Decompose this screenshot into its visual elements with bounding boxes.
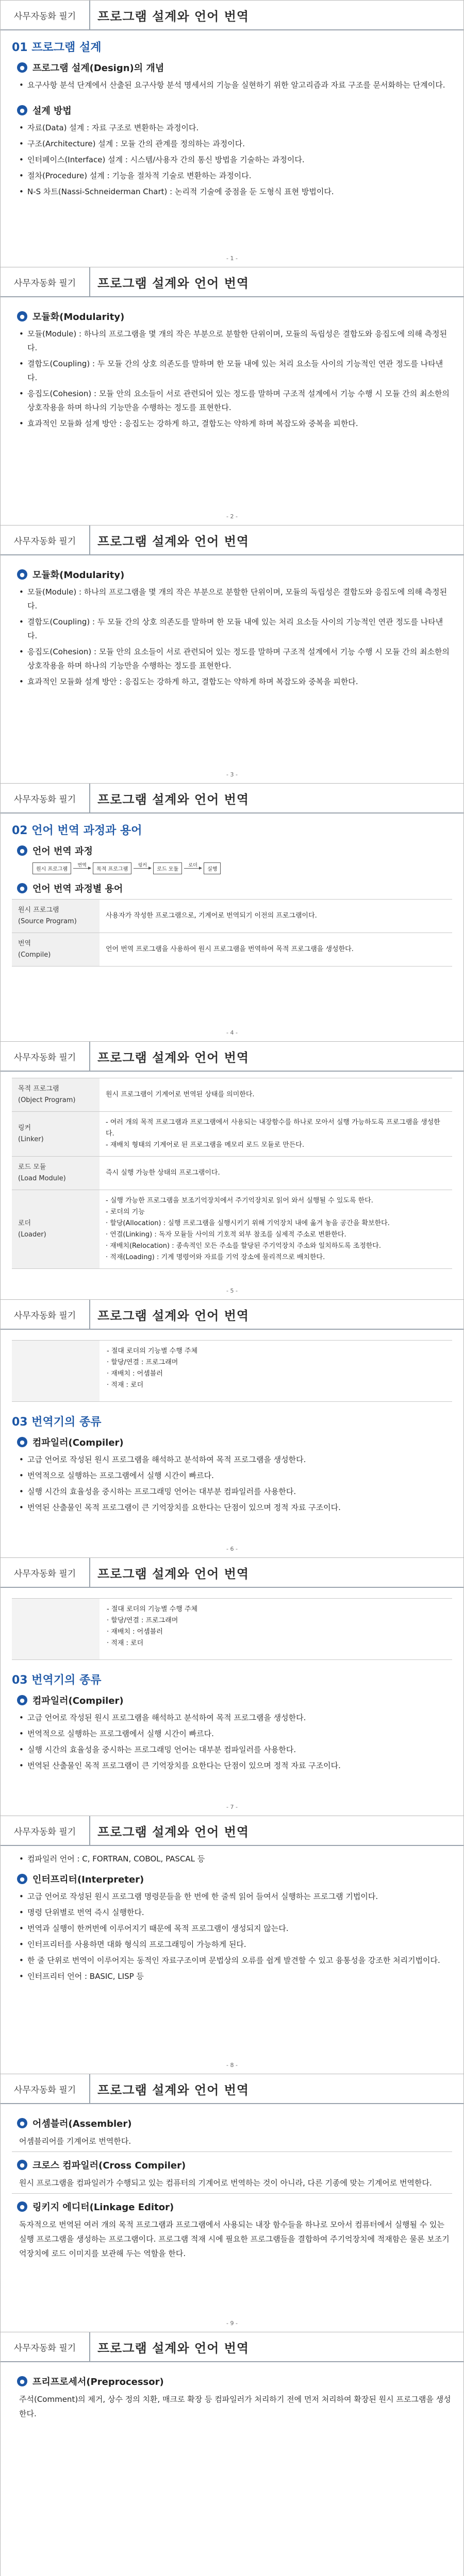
list-item: • 인터프리터를 사용하면 대화 형식의 프로그래밍이 가능하게 된다. [19, 1938, 452, 1952]
slide-5 [0, 1042, 464, 1300]
page-number: - 5 - [226, 1287, 238, 1294]
header-title: 프로그램 설계와 언어 번역 [97, 534, 250, 549]
definition-table [12, 1078, 452, 1269]
bullet-circle-icon: ● [17, 105, 27, 115]
slide-2 [0, 267, 464, 526]
slide-header [1, 1, 463, 30]
header-title: 프로그램 설계와 언어 번역 [97, 2341, 250, 2355]
list-item: • 모듈(Module) : 하나의 프로그램을 몇 개의 작은 부분으로 분할한 단위이며, 모듈의 독립성은 결합도와 응집도에 의해 측정된다. [19, 327, 452, 355]
slide-8 [0, 1816, 464, 2074]
list-item: • 인터페이스(Interface) 설계 : 시스템/사용자 간의 통신 방법을 기술하는 과정이다. [19, 153, 452, 167]
paragraph: 주석(Comment)의 제거, 상수 정의 치환, 매크로 확장 등 컴파일러가 처리하기 전에 먼저 처리하여 확장된 원시 프로그램을 생성한다. [19, 2395, 451, 2418]
section-heading: 01 프로그램 설계 [12, 41, 102, 54]
flow-box: 원시 프로그램 [32, 862, 71, 874]
list-item: • 응집도(Cohesion) : 모듈 안의 요소들이 서로 관련되어 있는 정도를 말하며 구조적 설계에서 기능 수행 시 모듈 간의 최소한의 상호작용을 하며 하나의 기능만을 수행하는 정도를 표현한다. [19, 645, 452, 673]
bullet-circle-icon: ● [17, 1874, 27, 1884]
table-row [12, 1157, 452, 1190]
bullet-circle-icon: ● [17, 845, 27, 856]
sub-heading: ● 모듈화(Modularity) [17, 310, 452, 323]
list-item: • 응집도(Cohesion) : 모듈 안의 요소들이 서로 관련되어 있는 정도를 말하며 구조적 설계에서 기능 수행 시 모듈 간의 최소한의 상호작용을 하며 하나의 기능만을 수행하는 정도를 표현한다. [19, 387, 452, 415]
slide-header [1, 784, 463, 814]
list-item: • 고급 언어로 작성된 원시 프로그램 명령문들을 한 번에 한 줄씩 읽어 들여서 실행하는 프로그램 기법이다. [19, 1890, 452, 1904]
bullet-circle-icon: ● [17, 2201, 27, 2212]
list-item: • 모듈(Module) : 하나의 프로그램을 몇 개의 작은 부분으로 분할한 단위이며, 모듈의 독립성은 결합도와 응집도에 의해 측정된다. [19, 585, 452, 613]
section-heading: 03 번역기의 종류 [12, 1674, 102, 1687]
term-cell: 번역 (Compile) [12, 933, 100, 967]
header-tag: 사무자동화 필기 [1, 1042, 90, 1071]
slide-header [1, 2074, 463, 2104]
definition-cell: 즉시 실행 가능한 상태의 프로그램이다. [100, 1157, 452, 1190]
header-title: 프로그램 설계와 언어 번역 [97, 9, 250, 24]
term-cell: 로더 (Loader) [12, 1190, 100, 1269]
bullet-circle-icon: ● [17, 569, 27, 580]
sub-heading: ● 언어 번역 과정별 용어 [17, 882, 452, 895]
list-item: • 번역된 산출물인 목적 프로그램이 큰 기억장치를 요한다는 단점이 있으며 정적 자료 구조이다. [19, 1501, 452, 1515]
slide-header [1, 2332, 463, 2362]
definition-cell: - 여러 개의 목적 프로그램과 프로그램에서 사용되는 내장함수를 하나로 모아서 실행 가능하도록 프로그램을 생성한다. - 재배치 형태의 기계어로 된 프로그램을 메모리 로드 모듈로 만든다. [100, 1112, 452, 1157]
page-number: - 1 - [226, 255, 238, 262]
sub-heading: ● 컴파일러(Compiler) [17, 1693, 452, 1707]
flow-arrow: 링커 [134, 868, 151, 869]
definition-cell: 언어 번역 프로그램을 사용하여 원시 프로그램을 번역하여 목적 프로그램을 생성한다. [100, 933, 452, 967]
header-title: 프로그램 설계와 언어 번역 [97, 792, 250, 807]
list-item: • 컴파일러 언어 : C, FORTRAN, COBOL, PASCAL 등 [19, 1852, 452, 1866]
term-cell: 목적 프로그램 (Object Program) [12, 1078, 100, 1112]
page-number: - 9 - [226, 2320, 238, 2327]
page-number: - 2 - [226, 513, 238, 520]
slide-header [1, 1816, 463, 1846]
section-heading: 02 언어 번역 과정과 용어 [12, 824, 142, 837]
flow-box: 목적 프로그램 [93, 862, 131, 874]
header-tag: 사무자동화 필기 [1, 784, 90, 812]
page-number: - 7 - [226, 1804, 238, 1810]
sub-heading: ● 컴파일러(Compiler) [17, 1435, 452, 1449]
header-tag: 사무자동화 필기 [1, 1558, 90, 1587]
table-row [12, 933, 452, 967]
list-item: • 효과적인 모듈화 설계 방안 : 응집도는 강하게 하고, 결합도는 약하게 하며 복잡도와 중복을 피한다. [19, 675, 452, 689]
list-item: • 인터프리터 언어 : BASIC, LISP 등 [19, 1970, 452, 1984]
list-item: • 번역과 실행이 한꺼번에 이루어지기 때문에 목적 프로그램이 생성되지 않는다. [19, 1922, 452, 1936]
slide-1 [0, 0, 464, 267]
list-item: • N-S 차트(Nassi-Schneiderman Chart) : 논리적 기술에 중점을 둔 도형식 표현 방법이다. [19, 185, 452, 199]
slide-header [1, 526, 463, 555]
flow-box: 실행 [204, 862, 221, 874]
definition-cell: 사용자가 작성한 프로그램으로, 기계어로 번역되기 이전의 프로그램이다. [100, 900, 452, 933]
paragraph: 원시 프로그램을 컴파일러가 수행되고 있는 컴퓨터의 기계어로 번역하는 것이 아니라, 다른 기종에 맞는 기계어로 번역한다. [19, 2178, 432, 2188]
bullet-circle-icon: ● [17, 2118, 27, 2128]
header-title: 프로그램 설계와 언어 번역 [97, 1566, 250, 1581]
sub-heading: ● 모듈화(Modularity) [17, 568, 452, 581]
bullet-circle-icon: ● [17, 2376, 27, 2386]
translation-flow-diagram [32, 862, 452, 874]
sub-heading: ● 프로그램 설계(Design)의 개념 [17, 61, 452, 74]
list-item: • 구조(Architecture) 설계 : 모듈 간의 관계를 정의하는 과정이다. [19, 137, 452, 151]
header-tag: 사무자동화 필기 [1, 2074, 90, 2103]
section-heading: 03 번역기의 종류 [12, 1416, 102, 1429]
slide-header [1, 267, 463, 297]
header-title: 프로그램 설계와 언어 번역 [97, 1824, 250, 1839]
sub-heading: ● 링키지 에디터(Linkage Editor) [17, 2200, 452, 2213]
page-number: - 4 - [226, 1029, 238, 1036]
list-item: • 절차(Procedure) 설계 : 기능을 절차적 기술로 변환하는 과정이다. [19, 169, 452, 183]
bullet-circle-icon: ● [17, 62, 27, 73]
list-item: • 고급 언어로 작성된 원시 프로그램을 해석하고 분석하여 목적 프로그램을 생성한다. [19, 1711, 452, 1725]
bullet-circle-icon: ● [17, 883, 27, 893]
list-item: • 한 줄 단위로 번역이 이루어지는 동적인 자료구조이며 문법상의 오류를 쉽게 발견할 수 있고 융통성을 강조한 처리기법이다. [19, 1954, 452, 1968]
bullet-circle-icon: ● [17, 2160, 27, 2170]
list-item: • 실행 시간의 효율성을 중시하는 프로그래밍 언어는 대부분 컴파일러를 사용한다. [19, 1743, 452, 1757]
header-title: 프로그램 설계와 언어 번역 [97, 2082, 250, 2097]
table-row [12, 900, 452, 933]
bullet-circle-icon: ● [17, 311, 27, 321]
header-tag: 사무자동화 필기 [1, 1300, 90, 1329]
bullet-circle-icon: ● [17, 1437, 27, 1447]
list-item: • 실행 시간의 효율성을 중시하는 프로그래밍 언어는 대부분 컴파일러를 사용한다. [19, 1485, 452, 1499]
sub-heading: ● 크로스 컴파일러(Cross Compiler) [17, 2158, 452, 2172]
term-cell: 로드 모듈 (Load Module) [12, 1157, 100, 1190]
sub-heading: ● 설계 방법 [17, 104, 452, 117]
header-title: 프로그램 설계와 언어 번역 [97, 1050, 250, 1065]
header-title: 프로그램 설계와 언어 번역 [97, 1308, 250, 1323]
slide-6 [0, 1300, 464, 1558]
header-tag: 사무자동화 필기 [1, 1, 90, 29]
table-row [12, 1190, 452, 1269]
sub-heading: ● 인터프리터(Interpreter) [17, 1872, 452, 1886]
slide-header [1, 1042, 463, 1072]
page-number: - 3 - [226, 771, 238, 778]
list-item: • 번역적으로 실행하는 프로그램에서 실행 시간이 빠르다. [19, 1727, 452, 1741]
flow-arrow: 번역 [73, 868, 91, 869]
loader-note-box: - 절대 로더의 기능별 수행 주체 · 할당/연결 : 프로그래머 · 재배치 : 어셈블러 · 적재 : 로더 [12, 1598, 452, 1660]
slide-header [1, 1558, 463, 1588]
bullet-circle-icon: ● [17, 1695, 27, 1705]
header-tag: 사무자동화 필기 [1, 267, 90, 296]
list-item: • 자료(Data) 설계 : 자료 구조로 변환하는 과정이다. [19, 121, 452, 135]
header-tag: 사무자동화 필기 [1, 1816, 90, 1845]
flow-box: 로드 모듈 [153, 862, 182, 874]
sub-heading: ● 언어 번역 과정 [17, 844, 452, 857]
header-title: 프로그램 설계와 언어 번역 [97, 276, 250, 291]
flow-arrow: 로더 [184, 868, 202, 869]
list-item: • 고급 언어로 작성된 원시 프로그램을 해석하고 분석하여 목적 프로그램을 생성한다. [19, 1453, 452, 1467]
sub-heading: ● 프리프로세서(Preprocessor) [17, 2375, 452, 2388]
list-item: • 번역적으로 실행하는 프로그램에서 실행 시간이 빠르다. [19, 1469, 452, 1483]
list-item: • 명령 단위별로 번역 즉시 실행한다. [19, 1906, 452, 1920]
slide-4 [0, 784, 464, 1042]
list-item: • 결합도(Coupling) : 두 모듈 간의 상호 의존도를 말하며 한 모듈 내에 있는 처리 요소들 사이의 기능적인 연관 정도를 나타낸다. [19, 615, 452, 643]
list-item: • 효과적인 모듈화 설계 방안 : 응집도는 강하게 하고, 결합도는 약하게 하며 복잡도와 중복을 피한다. [19, 417, 452, 431]
page-number: - 6 - [226, 1546, 238, 1552]
table-row [12, 1078, 452, 1112]
paragraph: 어셈블리어를 기계어로 번역한다. [19, 2137, 131, 2146]
header-tag: 사무자동화 필기 [1, 2332, 90, 2361]
definition-table [12, 899, 452, 967]
slide-header [1, 1300, 463, 1330]
slide-9 [0, 2074, 464, 2332]
paragraph: • 요구사항 분석 단계에서 산출된 요구사항 분석 명세서의 기능을 실현하기 위한 알고리즘과 자료 구조를 문서화하는 단계이다. [19, 78, 452, 92]
sub-heading: ● 어셈블러(Assembler) [17, 2116, 452, 2130]
slide-7 [0, 1558, 464, 1816]
list-item: • 번역된 산출물인 목적 프로그램이 큰 기억장치를 요한다는 단점이 있으며 정적 자료 구조이다. [19, 1759, 452, 1773]
term-cell: 원시 프로그램 (Source Program) [12, 900, 100, 933]
header-tag: 사무자동화 필기 [1, 526, 90, 554]
table-row [12, 1112, 452, 1157]
loader-note-box: - 절대 로더의 기능별 수행 주체 · 할당/연결 : 프로그래머 · 재배치 : 어셈블러 · 적재 : 로더 [12, 1340, 452, 1402]
term-cell: 링커 (Linker) [12, 1112, 100, 1157]
paragraph: 독자적으로 번역된 여러 개의 목적 프로그램과 프로그램에서 사용되는 내장 함수들을 하나로 모아서 컴퓨터에서 실행될 수 있는 실행 프로그램을 생성하는 프로그램이다. 프로그램 적재 시에 필요한 프로그램들을 결합하여 주기억장치에 적재함은 물론 보조기억장치에 로드 이미지를 보관해 두는 역할을 한다. [19, 2220, 450, 2258]
list-item: • 결합도(Coupling) : 두 모듈 간의 상호 의존도를 말하며 한 모듈 내에 있는 처리 요소들 사이의 기능적인 연관 정도를 나타낸다. [19, 357, 452, 385]
page-number: - 8 - [226, 2062, 238, 2069]
definition-cell: - 실행 가능한 프로그램을 보조기억장치에서 주기억장치로 읽어 와서 실행될 수 있도록 한다. - 로더의 기능 · 할당(Allocation) : 실행 프로그램을 실행시키기 위해 기억장치 내에 옮겨 놓을 공간을 확보한다. · 연결(Linking) : 독자 모듈들 사이의 기호적 외부 참조를 실제적 주소로 변환한다. · 재배치(Relocation) : 종속적인 모든 주소를 할당된 주기억장치 주소와 일치하도록 조정한다. · 적재(Loading) : 기계 명령어와 자료를 기억 장소에 물리적으로 배치한다. [100, 1190, 452, 1269]
definition-cell: 원시 프로그램이 기계어로 번역된 상태를 의미한다. [100, 1078, 452, 1112]
slide-10 [0, 2332, 464, 2576]
slide-3 [0, 526, 464, 784]
